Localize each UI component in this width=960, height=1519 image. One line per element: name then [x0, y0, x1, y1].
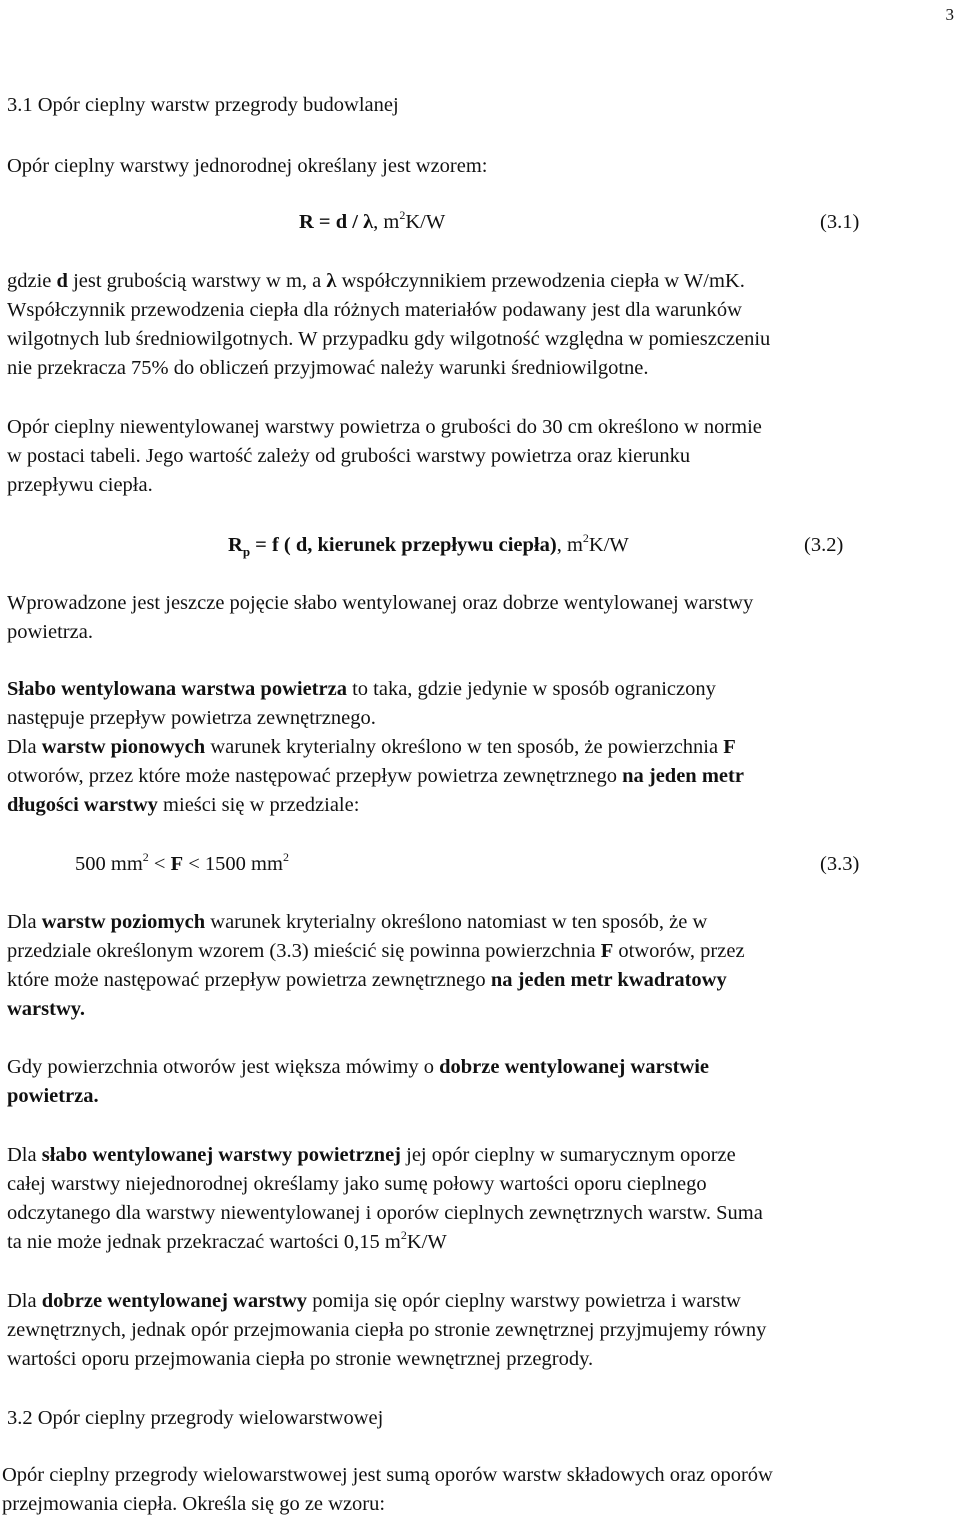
- paragraph-weak-layer-resistance: [7, 1141, 956, 1257]
- paragraph-well-resistance-line-1: Dla dobrze wentylowanej warstwy pomija się opór cieplny warstwy powietrza i warstw: [7, 1290, 741, 1312]
- paragraph-well-resistance-line-3: wartości oporu przejmowania ciepła po stronie wewnętrznej przegrody.: [7, 1348, 594, 1370]
- paragraph-well-ventilated-resistance: [7, 1287, 956, 1374]
- equation-3-1-unit-prefix: , m: [373, 211, 400, 233]
- paragraph-ventilation-line-1: Wprowadzone jest jeszcze pojęcie słabo wentylowanej oraz dobrze wentylowanej warstwy: [7, 592, 754, 614]
- paragraph-conductivity-line-3: wilgotnych lub średniowilgotnych. W przypadku gdy wilgotność względna w pomieszczeniu: [7, 328, 771, 350]
- paragraph-well-ventilated-line-1: Gdy powierzchnia otworów jest większa mówimy o dobrze wentylowanej warstwie: [7, 1056, 709, 1078]
- paragraph-multilayer-line-1: Opór cieplny przegrody wielowarstwowej jest sumą oporów warstw składowych oraz oporów: [2, 1464, 773, 1486]
- paragraph-multilayer-line-2: przejmowania ciepła. Określa się go ze wzoru:: [2, 1493, 386, 1515]
- paragraph-horizontal-layers: [7, 908, 956, 1024]
- paragraph-ventilation-line-2: powietrza.: [7, 621, 93, 643]
- equation-3-1: [299, 208, 445, 237]
- paragraph-unventilated-line-2: w postaci tabeli. Jego wartość zależy od grubości warstwy powietrza oraz kierunku: [7, 445, 691, 467]
- paragraph-horizontal-line-4: warstwy.: [7, 998, 86, 1020]
- paragraph-unventilated-line-1: Opór cieplny niewentylowanej warstwy powietrza o grubości do 30 cm określono w normie: [7, 416, 762, 438]
- paragraph-vertical-line-3: długości warstwy mieści się w przedziale:: [7, 794, 360, 816]
- paragraph-weak-resistance-line-1: Dla słabo wentylowanej warstwy powietrznej jej opór cieplny w sumarycznym oporze: [7, 1144, 736, 1166]
- section-3-2-heading: 3.2 Opór cieplny przegrody wielowarstwowej: [7, 1407, 384, 1429]
- paragraph-horizontal-line-2: przedziale określonym wzorem (3.3) mieścić się powinna powierzchnia F otworów, przez: [7, 940, 745, 962]
- equation-3-1-number: (3.1): [820, 211, 860, 233]
- paragraph-conductivity-line-2: Współczynnik przewodzenia ciepła dla różnych materiałów podawany jest dla warunków: [7, 299, 742, 321]
- equation-3-2-unit: K/W: [588, 534, 629, 556]
- intro-paragraph: Opór cieplny warstwy jednorodnej określany jest wzorem:: [7, 155, 488, 177]
- equation-3-2: [228, 531, 629, 560]
- paragraph-well-ventilated-definition: [7, 1053, 956, 1111]
- paragraph-unventilated-layer: [7, 413, 956, 500]
- paragraph-vertical-layers: [7, 733, 956, 820]
- equation-3-2-r: R: [228, 534, 243, 556]
- equation-3-2-exponent: 2: [582, 531, 589, 545]
- equation-3-2-number: (3.2): [804, 534, 844, 556]
- section-3-1-heading: 3.1 Opór cieplny warstw przegrody budowlanej: [7, 94, 399, 116]
- paragraph-conductivity-line-1: gdzie d jest grubością warstwy w m, a λ współczynnikiem przewodzenia ciepła w W/mK.: [7, 270, 745, 292]
- page-number: 3: [945, 5, 954, 24]
- paragraph-weak-resistance-line-3: odczytanego dla warstwy niewentylowanej i oporów cieplnych zewnętrznych warstw. Suma: [7, 1202, 763, 1224]
- paragraph-ventilation-concepts: [7, 589, 956, 647]
- paragraph-vertical-line-2: otworów, przez które może następować przepływ powietrza zewnętrznego na jeden metr: [7, 765, 744, 787]
- equation-3-3-number: (3.3): [820, 853, 860, 875]
- equation-3-2-subscript: p: [242, 544, 251, 559]
- paragraph-weak-resistance-line-2: całej warstwy niejednorodnej określamy jako sumę połowy wartości oporu cieplnego: [7, 1173, 707, 1195]
- paragraph-horizontal-line-3: które może następować przepływ powietrza zewnętrznego na jeden metr kwadratowy: [7, 969, 727, 991]
- paragraph-weakly-line-2: następuje przepływ powietrza zewnętrznego.: [7, 707, 376, 729]
- paragraph-unventilated-line-3: przepływu ciepła.: [7, 474, 153, 496]
- paragraph-conductivity-line-4: nie przekracza 75% do obliczeń przyjmować należy warunki średniowilgotne.: [7, 357, 649, 379]
- paragraph-weakly-line-1: Słabo wentylowana warstwa powietrza to taka, gdzie jedynie w sposób ograniczony: [7, 678, 716, 700]
- equation-3-1-unit: K/W: [405, 211, 446, 233]
- paragraph-well-resistance-line-2: zewnętrznych, jednak opór przejmowania ciepła po stronie zewnętrznej przyjmujemy równy: [7, 1319, 767, 1341]
- paragraph-multilayer-intro: [2, 1461, 956, 1519]
- equation-3-1-lhs: R = d / λ: [299, 211, 374, 233]
- equation-3-1-exponent: 2: [399, 208, 406, 222]
- paragraph-weak-resistance-line-4: ta nie może jednak przekraczać wartości 0,15 $m^2K/W$: [7, 1228, 447, 1253]
- paragraph-horizontal-line-1: Dla warstw poziomych warunek kryterialny określono natomiast w ten sposób, że w: [7, 911, 708, 933]
- equation-3-3: 500 $mm^2 < F < 1500$ $mm^2$: [75, 850, 289, 875]
- paragraph-well-ventilated-line-2: powietrza.: [7, 1085, 99, 1107]
- paragraph-weakly-ventilated: [7, 675, 956, 733]
- paragraph-conductivity: [7, 267, 956, 383]
- equation-3-2-unit-prefix: , m: [556, 534, 583, 556]
- paragraph-vertical-line-1: Dla warstw pionowych warunek kryterialny określono w ten sposób, że powierzchnia F: [7, 736, 736, 758]
- equation-3-2-rhs: = f ( d, kierunek przepływu ciepła): [250, 534, 557, 556]
